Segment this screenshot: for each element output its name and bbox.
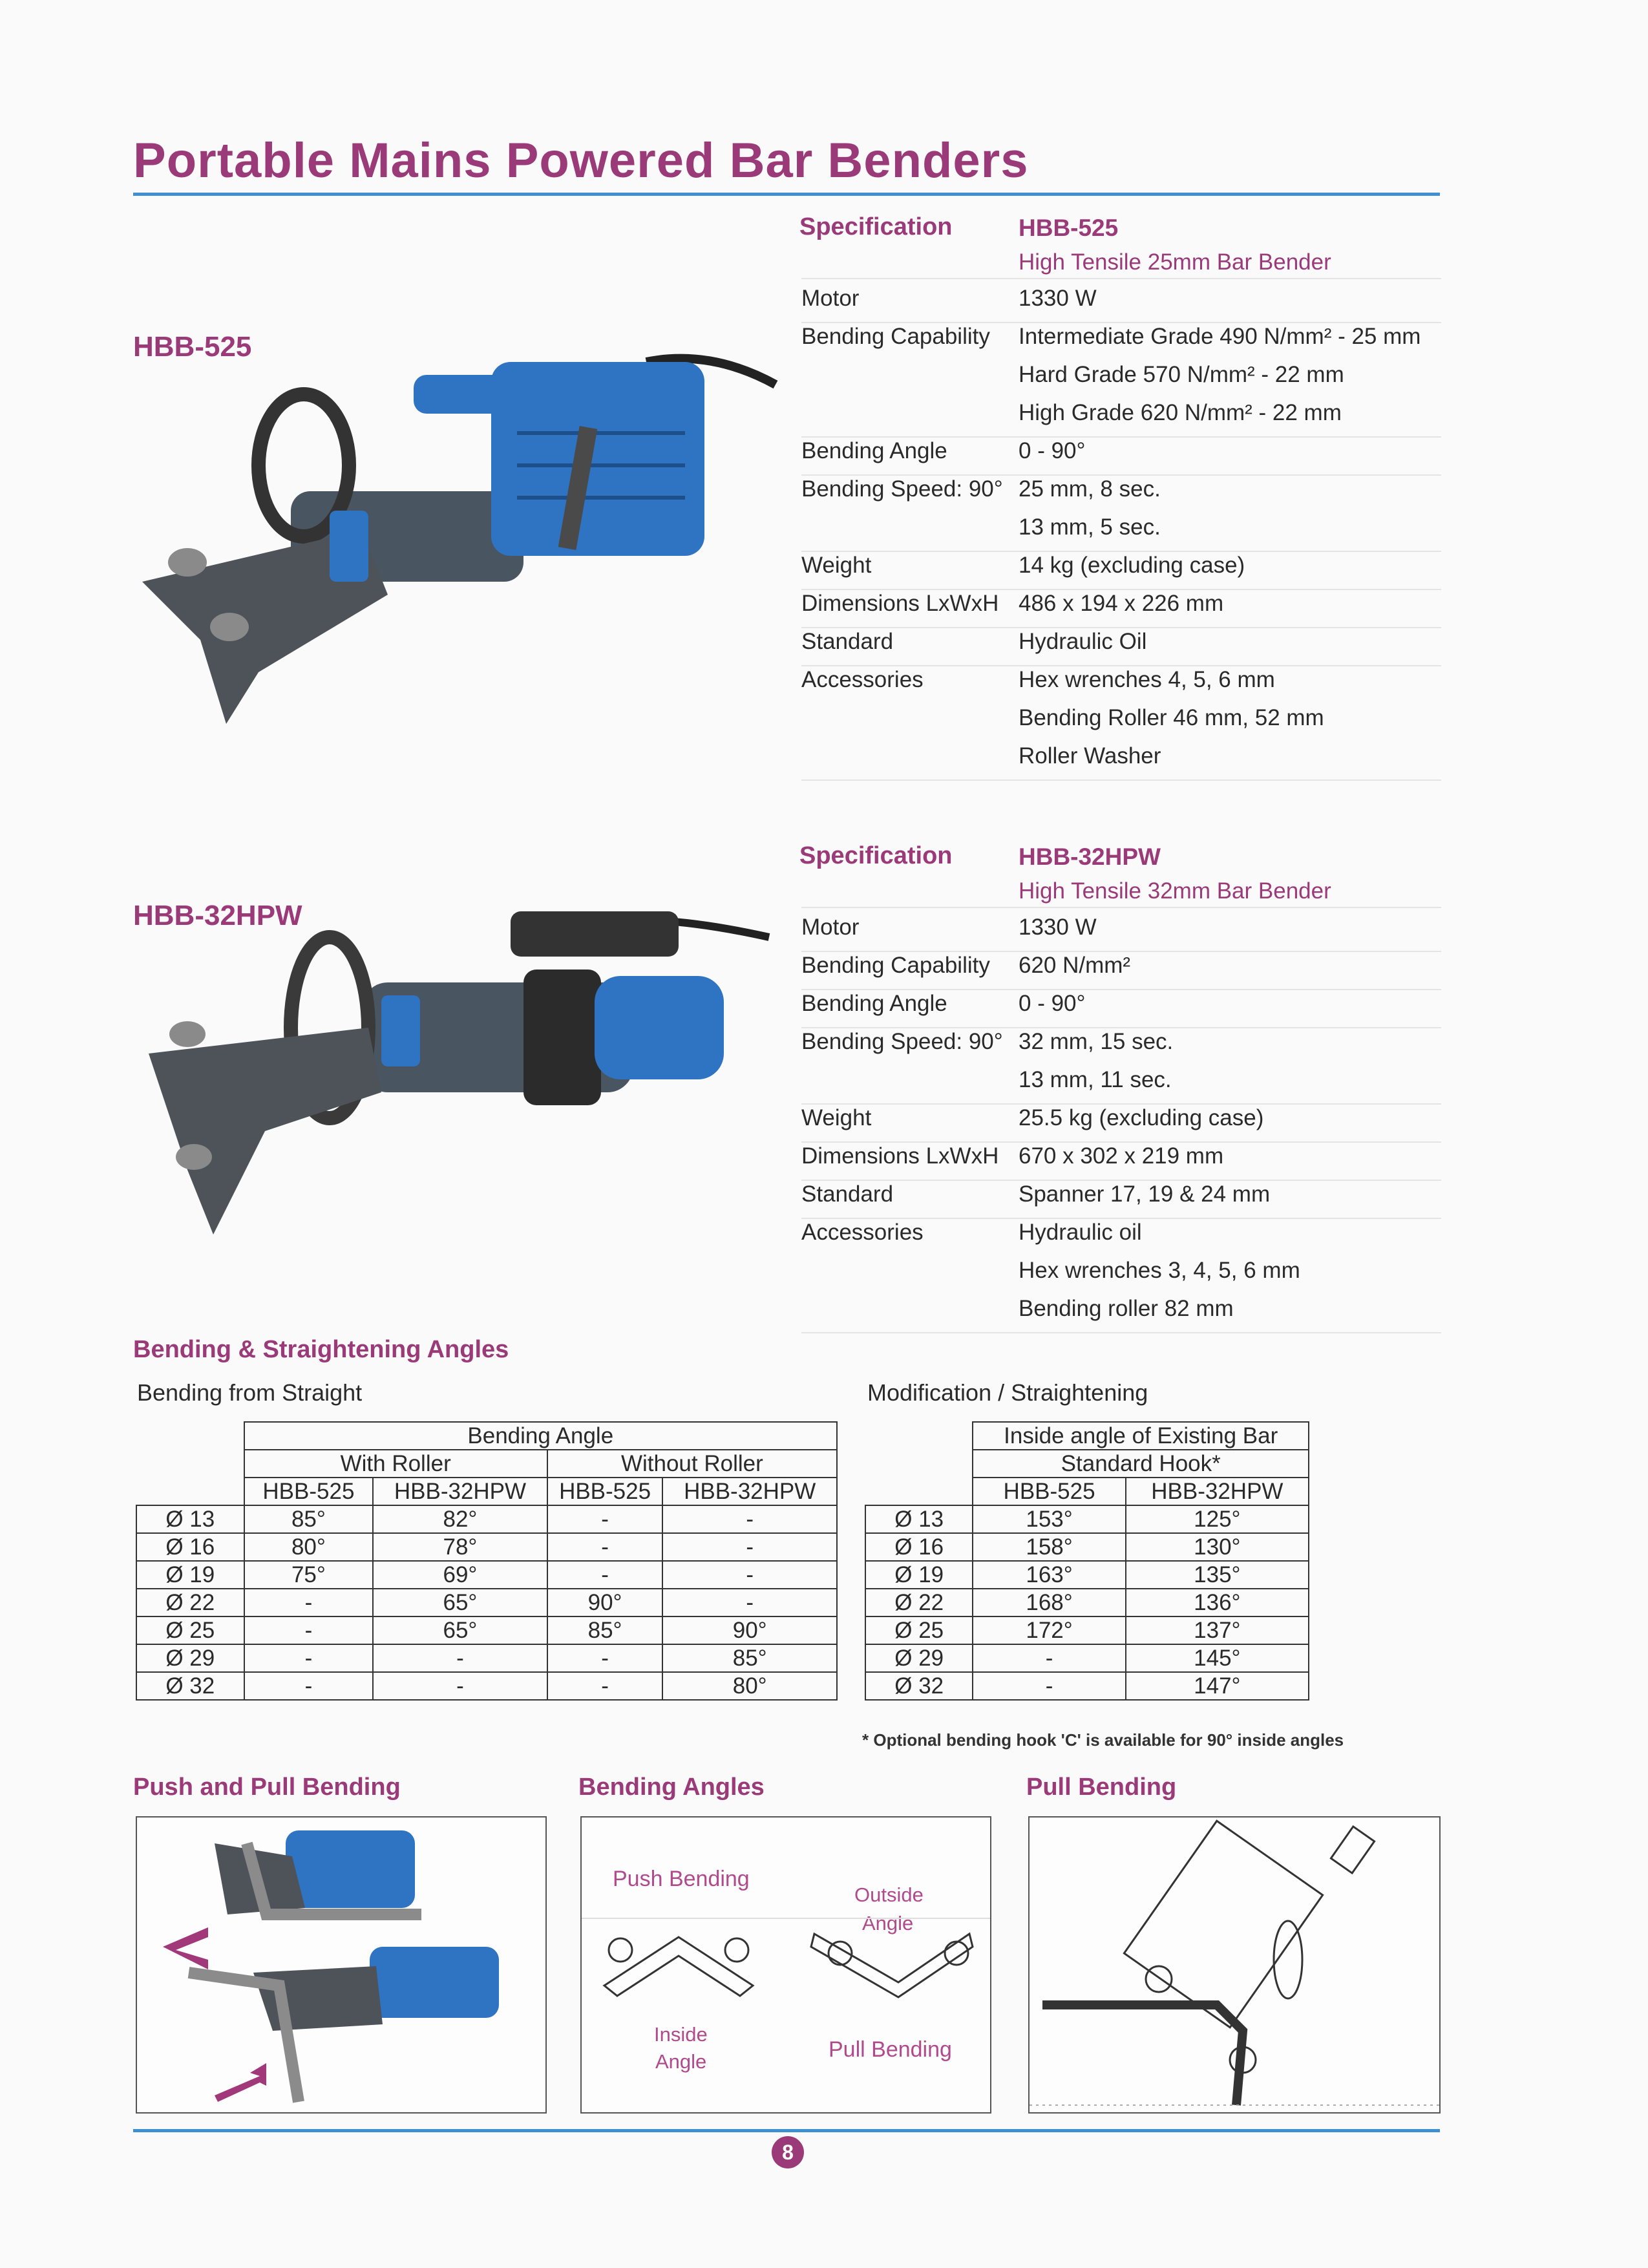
bar-diameter-cell: Ø 19 xyxy=(865,1561,973,1589)
spec-row xyxy=(801,514,1441,553)
angle-cell: 137° xyxy=(1126,1616,1309,1644)
spec-value: 14 kg (excluding case) xyxy=(1019,553,1245,578)
angle-cell: 65° xyxy=(373,1616,547,1644)
table-row xyxy=(865,1589,1309,1616)
angle-cell: - xyxy=(547,1644,663,1672)
spec-row xyxy=(801,991,1441,1029)
spec-key: Bending Capability xyxy=(801,324,990,349)
spec-value: Bending Roller 46 mm, 52 mm xyxy=(1019,705,1324,730)
angle-cell: 85° xyxy=(547,1616,663,1644)
table-row xyxy=(136,1589,837,1616)
spec-key: Standard xyxy=(801,1182,894,1207)
angle-cell: 75° xyxy=(244,1561,374,1589)
push-pull-illustration xyxy=(137,1818,545,2112)
hbb-525-photo xyxy=(129,336,788,737)
product1-spec-table xyxy=(801,213,1448,782)
spec-key: Bending Speed: 90° xyxy=(801,476,1003,502)
spec-value: Hex wrenches 4, 5, 6 mm xyxy=(1019,667,1275,692)
bar-diameter-cell: Ø 16 xyxy=(136,1533,244,1561)
pull-bending-label: Pull Bending xyxy=(829,2037,952,2062)
pull-bending-heading: Pull Bending xyxy=(1026,1774,1177,1801)
left-group-header: Bending Angle xyxy=(244,1422,837,1450)
spec-value: 13 mm, 5 sec. xyxy=(1019,514,1161,540)
spec-value: 25 mm, 8 sec. xyxy=(1019,476,1161,502)
bar-diameter-cell: Ø 22 xyxy=(136,1589,244,1616)
push-pull-heading: Push and Pull Bending xyxy=(133,1774,401,1801)
spec-value: 1330 W xyxy=(1019,915,1097,940)
angle-cell: - xyxy=(244,1672,374,1700)
spec-value: 486 x 194 x 226 mm xyxy=(1019,591,1224,616)
spec-row xyxy=(801,476,1441,514)
spec-row xyxy=(801,438,1441,476)
footer-rule xyxy=(133,2129,1440,2132)
spec-row xyxy=(801,362,1441,400)
angle-cell: 80° xyxy=(244,1533,374,1561)
angle-cell: - xyxy=(244,1644,374,1672)
angle-cell: 125° xyxy=(1126,1505,1309,1533)
bar-diameter-cell: Ø 13 xyxy=(865,1505,973,1533)
bending-angles-heading: Bending Angles xyxy=(578,1774,765,1801)
angle-cell: - xyxy=(662,1589,837,1616)
product2-spec-table xyxy=(801,842,1448,1346)
spec-value: 0 - 90° xyxy=(1019,438,1086,463)
angle-cell: 135° xyxy=(1126,1561,1309,1589)
col-header: HBB-32HPW xyxy=(373,1478,547,1505)
angle-cell: - xyxy=(373,1672,547,1700)
angle-cell: 145° xyxy=(1126,1644,1309,1672)
angle-cell: 158° xyxy=(973,1533,1125,1561)
spec-row xyxy=(801,1143,1441,1182)
bar-diameter-cell: Ø 13 xyxy=(136,1505,244,1533)
spec-row xyxy=(801,286,1441,324)
hbb-32hpw-photo xyxy=(136,898,776,1247)
product2-model: HBB-32HPW xyxy=(1019,843,1161,870)
pull-bending-line-art xyxy=(1030,1818,1439,2112)
bar-diameter-cell: Ø 16 xyxy=(865,1533,973,1561)
angle-cell: - xyxy=(662,1561,837,1589)
spec-value: Hard Grade 570 N/mm² - 22 mm xyxy=(1019,362,1344,387)
spec-value: Spanner 17, 19 & 24 mm xyxy=(1019,1182,1271,1207)
angle-cell: 130° xyxy=(1126,1533,1309,1561)
product1-subtitle: High Tensile 25mm Bar Bender xyxy=(1019,249,1331,275)
angle-cell: 85° xyxy=(244,1505,374,1533)
bending-angles-diagram xyxy=(580,1816,991,2114)
bar-diameter-cell: Ø 32 xyxy=(136,1672,244,1700)
col-header: HBB-525 xyxy=(244,1478,374,1505)
spec-value: Hydraulic Oil xyxy=(1019,629,1147,654)
angle-cell: 153° xyxy=(973,1505,1125,1533)
angle-cell: 172° xyxy=(973,1616,1125,1644)
spec-row xyxy=(801,743,1441,781)
spec-key: Dimensions LxWxH xyxy=(801,591,999,616)
product2-spec-heading: Specification xyxy=(799,842,953,869)
angle-cell: - xyxy=(662,1533,837,1561)
angle-cell: - xyxy=(547,1533,663,1561)
table-row xyxy=(136,1533,837,1561)
angle-cell: 168° xyxy=(973,1589,1125,1616)
table-row xyxy=(865,1672,1309,1700)
table-row xyxy=(865,1561,1309,1589)
spec-value: Roller Washer xyxy=(1019,743,1161,768)
table-row xyxy=(865,1533,1309,1561)
spec-key: Standard xyxy=(801,629,894,654)
angle-cell: 147° xyxy=(1126,1672,1309,1700)
standard-hook-header: Standard Hook* xyxy=(973,1450,1309,1478)
spec-value: Intermediate Grade 490 N/mm² - 25 mm xyxy=(1019,324,1421,349)
spec-value: Bending roller 82 mm xyxy=(1019,1296,1234,1321)
inside-angle-label: Angle xyxy=(655,2050,707,2073)
angle-cell: 65° xyxy=(373,1589,547,1616)
spec-row xyxy=(801,953,1441,991)
table-row xyxy=(136,1505,837,1533)
spec-row xyxy=(801,1258,1441,1296)
spec-value: 620 N/mm² xyxy=(1019,953,1131,978)
spec-value: 1330 W xyxy=(1019,286,1097,311)
spec-key: Bending Angle xyxy=(801,991,947,1016)
spec-value: Hydraulic oil xyxy=(1019,1220,1142,1245)
angle-cell: 82° xyxy=(373,1505,547,1533)
angles-heading: Bending & Straightening Angles xyxy=(133,1336,509,1363)
angle-cell: - xyxy=(244,1589,374,1616)
spec-row xyxy=(801,324,1441,362)
outside-angle-label: Angle xyxy=(862,1912,914,1934)
spec-row xyxy=(801,591,1441,629)
angle-cell: - xyxy=(547,1672,663,1700)
table-row xyxy=(865,1644,1309,1672)
spec-key: Accessories xyxy=(801,667,924,692)
spec-key: Dimensions LxWxH xyxy=(801,1143,999,1169)
table-row xyxy=(136,1672,837,1700)
spec-row xyxy=(801,1105,1441,1143)
without-roller-header: Without Roller xyxy=(547,1450,837,1478)
bar-diameter-cell: Ø 29 xyxy=(136,1644,244,1672)
spec-row xyxy=(801,1220,1441,1258)
straightening-angle-table xyxy=(865,1421,1309,1701)
spec-key: Bending Angle xyxy=(801,438,947,463)
spec-value: 32 mm, 15 sec. xyxy=(1019,1029,1174,1054)
table-row xyxy=(136,1616,837,1644)
bar-diameter-cell: Ø 25 xyxy=(865,1616,973,1644)
bar-diameter-cell: Ø 22 xyxy=(865,1589,973,1616)
spec-row xyxy=(801,1029,1441,1067)
table-row xyxy=(136,1561,837,1589)
inside-label: Inside xyxy=(654,2023,708,2046)
title-rule xyxy=(133,193,1440,196)
spec-key: Motor xyxy=(801,286,860,311)
bar-diameter-cell: Ø 19 xyxy=(136,1561,244,1589)
spec-key: Bending Capability xyxy=(801,953,990,978)
angle-cell: 80° xyxy=(662,1672,837,1700)
angle-cell: - xyxy=(547,1505,663,1533)
spec-row xyxy=(801,667,1441,705)
bending-angle-table xyxy=(136,1421,838,1701)
spec-row xyxy=(801,915,1441,953)
spec-row xyxy=(801,1067,1441,1105)
modification-title: Modification / Straightening xyxy=(867,1379,1148,1406)
spec-value: 25.5 kg (excluding case) xyxy=(1019,1105,1264,1130)
spec-value: 0 - 90° xyxy=(1019,991,1086,1016)
spec-value: High Grade 620 N/mm² - 22 mm xyxy=(1019,400,1342,425)
angle-cell: - xyxy=(973,1672,1125,1700)
angle-cell: 90° xyxy=(662,1616,837,1644)
col-header: HBB-32HPW xyxy=(1126,1478,1309,1505)
spec-row xyxy=(801,553,1441,591)
table-row xyxy=(865,1616,1309,1644)
col-header: HBB-525 xyxy=(547,1478,663,1505)
spec-key: Weight xyxy=(801,1105,872,1130)
spec-key: Weight xyxy=(801,553,872,578)
product1-model: HBB-525 xyxy=(1019,215,1119,241)
angle-cell: 69° xyxy=(373,1561,547,1589)
pull-bending-drawing xyxy=(1028,1816,1441,2114)
angle-cell: 163° xyxy=(973,1561,1125,1589)
angle-cell: - xyxy=(662,1505,837,1533)
angle-cell: 78° xyxy=(373,1533,547,1561)
angle-cell: - xyxy=(244,1616,374,1644)
page-number: 8 xyxy=(772,2136,804,2168)
product2-label: HBB-32HPW xyxy=(133,900,302,931)
push-pull-photo xyxy=(136,1816,547,2114)
push-bending-label: Push Bending xyxy=(613,1867,750,1891)
spec-row xyxy=(801,1296,1441,1334)
angle-cell: - xyxy=(973,1644,1125,1672)
angle-cell: - xyxy=(547,1561,663,1589)
angle-cell: 90° xyxy=(547,1589,663,1616)
spec-row xyxy=(801,705,1441,743)
spec-value: 13 mm, 11 sec. xyxy=(1019,1067,1172,1092)
angle-cell: - xyxy=(373,1644,547,1672)
col-header: HBB-32HPW xyxy=(662,1478,837,1505)
spec-value: Hex wrenches 3, 4, 5, 6 mm xyxy=(1019,1258,1300,1283)
bend-shapes xyxy=(582,1818,990,2112)
table-row xyxy=(136,1644,837,1672)
spec-row xyxy=(801,400,1441,438)
hook-note: * Optional bending hook 'C' is available for 90° inside angles xyxy=(862,1730,1344,1750)
page-title: Portable Mains Powered Bar Benders xyxy=(133,133,1029,188)
right-group-header: Inside angle of Existing Bar xyxy=(973,1422,1309,1450)
spec-row xyxy=(801,629,1441,667)
spec-value: 670 x 302 x 219 mm xyxy=(1019,1143,1224,1169)
product2-subtitle: High Tensile 32mm Bar Bender xyxy=(1019,878,1331,904)
spec-key: Bending Speed: 90° xyxy=(801,1029,1003,1054)
with-roller-header: With Roller xyxy=(244,1450,547,1478)
product1-label: HBB-525 xyxy=(133,331,252,363)
outside-label: Outside xyxy=(854,1883,924,1906)
angle-cell: 136° xyxy=(1126,1589,1309,1616)
bar-diameter-cell: Ø 29 xyxy=(865,1644,973,1672)
bending-from-straight-title: Bending from Straight xyxy=(137,1379,363,1406)
spec-row xyxy=(801,1182,1441,1220)
col-header: HBB-525 xyxy=(973,1478,1125,1505)
product1-spec-heading: Specification xyxy=(799,213,953,240)
spec-key: Accessories xyxy=(801,1220,924,1245)
bar-diameter-cell: Ø 32 xyxy=(865,1672,973,1700)
angle-cell: 85° xyxy=(662,1644,837,1672)
spec-key: Motor xyxy=(801,915,860,940)
table-row xyxy=(865,1505,1309,1533)
bar-diameter-cell: Ø 25 xyxy=(136,1616,244,1644)
